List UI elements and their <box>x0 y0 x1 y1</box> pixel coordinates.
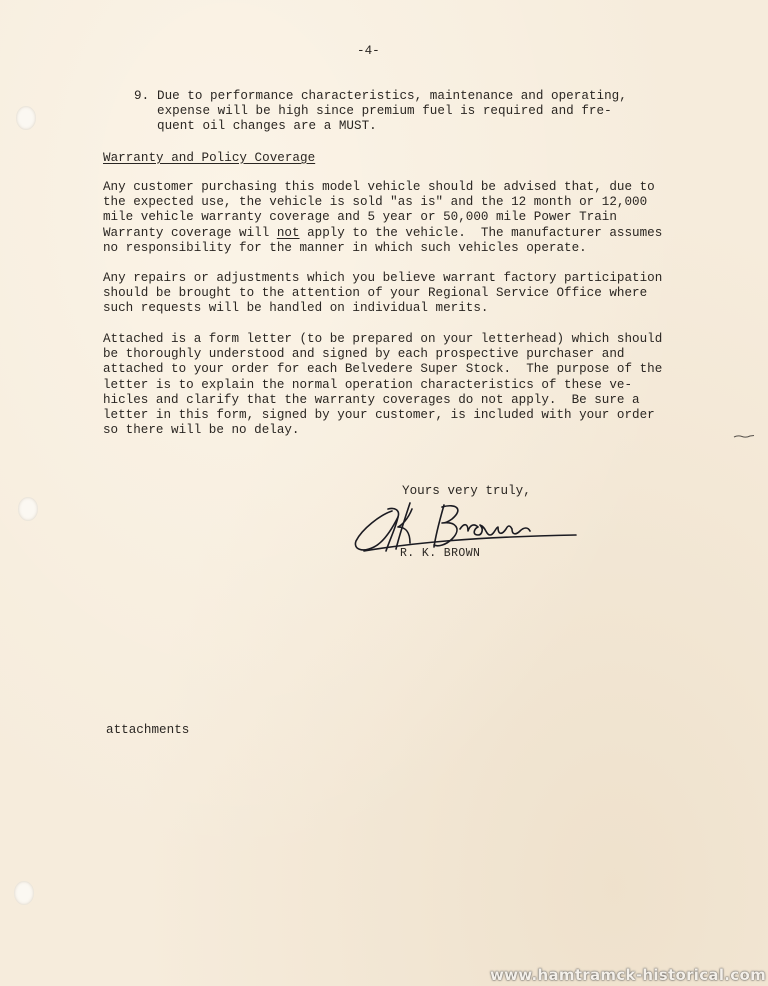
paragraph-line: no responsibility for the manner in which such vehicles operate. <box>103 240 587 255</box>
emphasis-not: not <box>276 225 300 240</box>
item-line: quent oil changes are a MUST. <box>157 119 377 133</box>
paragraph-line: letter is to explain the normal operation characteristics of these ve- <box>103 377 633 392</box>
paragraph-line: be thoroughly understood and signed by each prospective purchaser and <box>103 347 625 362</box>
paragraph-line: the expected use, the vehicle is sold "as is" and the 12 month or 12,000 <box>103 195 648 210</box>
item-number: 9. <box>134 89 150 103</box>
ink-speck <box>733 433 755 439</box>
paragraph-line <box>103 226 673 241</box>
item-line: Due to performance characteristics, maintenance and operating, <box>157 89 627 103</box>
line-start: Warranty coverage will <box>103 225 277 240</box>
paragraph-line: mile vehicle warranty coverage and 5 year or 50,000 mile Power Train <box>103 210 617 225</box>
paragraph-form-letter <box>103 332 673 438</box>
page-number: -4- <box>357 44 380 58</box>
binder-hole-bottom <box>14 881 34 905</box>
paragraph-repairs <box>103 271 673 317</box>
paragraph-line: Attached is a form letter (to be prepared on your letterhead) which should <box>103 332 663 346</box>
signer-name: R. K. BROWN <box>400 547 481 560</box>
watermark: www.hamtramck-historical.com <box>490 966 766 984</box>
paragraph-line: Any repairs or adjustments which you believe warrant factory participation <box>103 271 663 285</box>
paragraph-line: so there will be no delay. <box>103 423 300 438</box>
paragraph-line: Any customer purchasing this model vehicle should be advised that, due to <box>103 180 655 194</box>
paragraph-warranty <box>103 180 673 256</box>
paragraph-line: letter in this form, signed by your customer, is included with your order <box>103 408 655 423</box>
paragraph-line: attached to your order for each Belvedere Super Stock. The purpose of the <box>103 362 663 377</box>
section-heading: Warranty and Policy Coverage <box>103 151 316 165</box>
paragraph-line: should be brought to the attention of your Regional Service Office where <box>103 286 648 301</box>
paragraph-line: hicles and clarify that the warranty coverages do not apply. Be sure a <box>103 392 640 407</box>
paragraph-line: such requests will be handled on individual merits. <box>103 301 489 316</box>
binder-hole-middle <box>18 497 38 521</box>
line-end: apply to the vehicle. The manufacturer assumes <box>299 225 663 240</box>
closing: Yours very truly, <box>402 484 531 498</box>
attachments-label: attachments <box>106 723 190 737</box>
item-line: expense will be high since premium fuel is required and fre- <box>157 104 612 118</box>
binder-hole-top <box>16 106 36 130</box>
